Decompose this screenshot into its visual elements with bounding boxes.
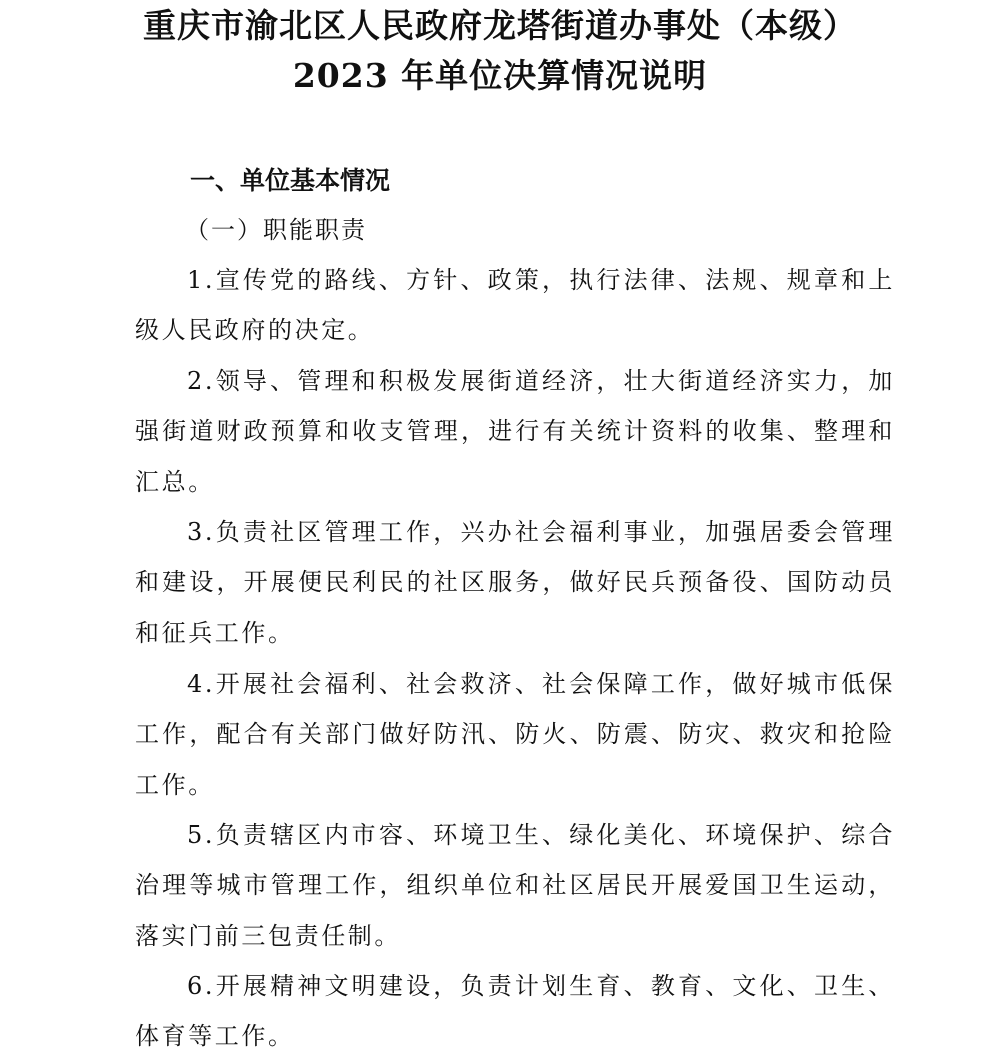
paragraph-function-1: 1.宣传党的路线、方针、政策，执行法律、法规、规章和上级人民政府的决定。: [135, 266, 895, 345]
paragraph-function-5: 5.负责辖区内市容、环境卫生、绿化美化、环境保护、综合治理等城市管理工作，组织单位和社区居民开展爱国卫生运动，落实门前三包责任制。: [135, 821, 895, 950]
document-title-line-2: 2023 年单位决算情况说明: [292, 56, 708, 95]
paragraph-function-3: 3.负责社区管理工作，兴办社会福利事业，加强居委会管理和建设，开展便民利民的社区服务，做好民兵预备役、国防动员和征兵工作。: [135, 518, 895, 647]
paragraph-function-4: 4.开展社会福利、社会救济、社会保障工作，做好城市低保工作，配合有关部门做好防汛、防火、防震、防灾、救灾和抢险工作。: [135, 670, 895, 799]
paragraph-function-2: 2.领导、管理和积极发展街道经济，壮大街道经济实力，加强街道财政预算和收支管理，进行有关统计资料的收集、整理和汇总。: [135, 367, 895, 496]
subsection-heading-functions: （一）职能职责: [185, 216, 367, 244]
section-heading-basic-info: 一、单位基本情况: [190, 166, 391, 195]
document-title-line-1: 重庆市渝北区人民政府龙塔街道办事处（本级）: [143, 6, 857, 45]
paragraph-function-6: 6.开展精神文明建设，负责计划生育、教育、文化、卫生、体育等工作。: [135, 972, 895, 1051]
